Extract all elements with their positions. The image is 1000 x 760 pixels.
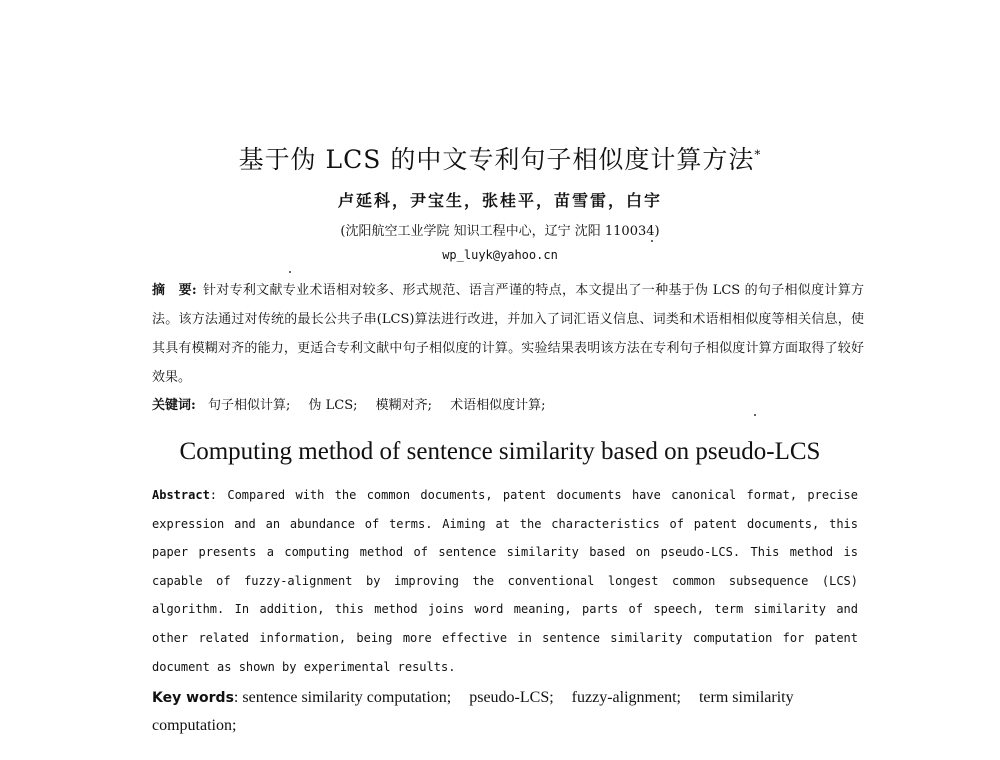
scan-speck — [754, 414, 756, 416]
english-abstract — [152, 481, 858, 681]
english-title: Computing method of sentence similarity based on pseudo-LCS — [179, 438, 821, 465]
chinese-keyword: 句子相似计算; — [207, 398, 291, 413]
english-keywords: Key words: sentence similarity computation; pseudo-LCS; fuzzy-alignment; term similarity computation; — [152, 689, 794, 734]
scan-speck — [651, 240, 653, 242]
chinese-title — [0, 140, 1000, 176]
chinese-keywords — [152, 392, 864, 420]
chinese-abstract-label: 摘 要: — [152, 283, 197, 298]
chinese-authors: 卢延科，尹宝生，张桂平，苗雪雷，白宇 — [337, 191, 662, 210]
english-keyword: pseudo-LCS; — [469, 689, 554, 706]
chinese-keyword: 模糊对齐; — [375, 398, 433, 413]
chinese-keyword: 伪 LCS; — [308, 398, 358, 413]
english-keywords-label: Key words — [152, 690, 234, 706]
chinese-abstract — [152, 276, 864, 392]
english-keyword: fuzzy-alignment; — [571, 689, 681, 706]
chinese-keyword: 术语相似度计算; — [450, 398, 546, 413]
chinese-abstract-text: 针对专利文献专业术语相对较多、形式规范、语言严谨的特点，本文提出了一种基于伪 LCS 的句子相似度计算方法。该方法通过对传统的最长公共子串(LCS)算法进行改进，并加入了词汇语义信息、词类和术语相相似度等相关信息，使其具有模糊对齐的能力，更适合专利文献中句子相似度的计算。实验结果表明该方法在专利句子相似度计算方面取得了较好效果。 — [152, 283, 864, 385]
chinese-title-text: 基于伪 LCS 的中文专利句子相似度计算方法 — [238, 145, 755, 174]
title-footnote-marker: * — [754, 147, 762, 162]
english-keyword: term similarity computation; — [152, 689, 794, 734]
english-abstract-label: Abstract — [152, 488, 210, 502]
english-abstract-text: : Compared with the common documents, patent documents have canonical format, precise expression and an abundance of terms. Aiming at the characteristics of patent documents, this paper presents a computing method of sentence similarity based on pseudo-LCS. This method is capable of fuzzy-alignment by improving the conventional longest common subsequence (LCS) algorithm. In addition, this method joins word meaning, parts of speech, term similarity and other related information, being more effective in sentence similarity computation for patent document as shown by experimental results. — [152, 488, 858, 674]
english-keyword: sentence similarity computation; — [242, 689, 452, 706]
scan-speck — [289, 271, 291, 273]
author-email: wp_luyk@yahoo.cn — [442, 248, 558, 262]
chinese-keywords-label: 关键词: — [152, 398, 196, 413]
chinese-affiliation: (沈阳航空工业学院 知识工程中心，辽宁 沈阳 110034) — [340, 224, 660, 239]
